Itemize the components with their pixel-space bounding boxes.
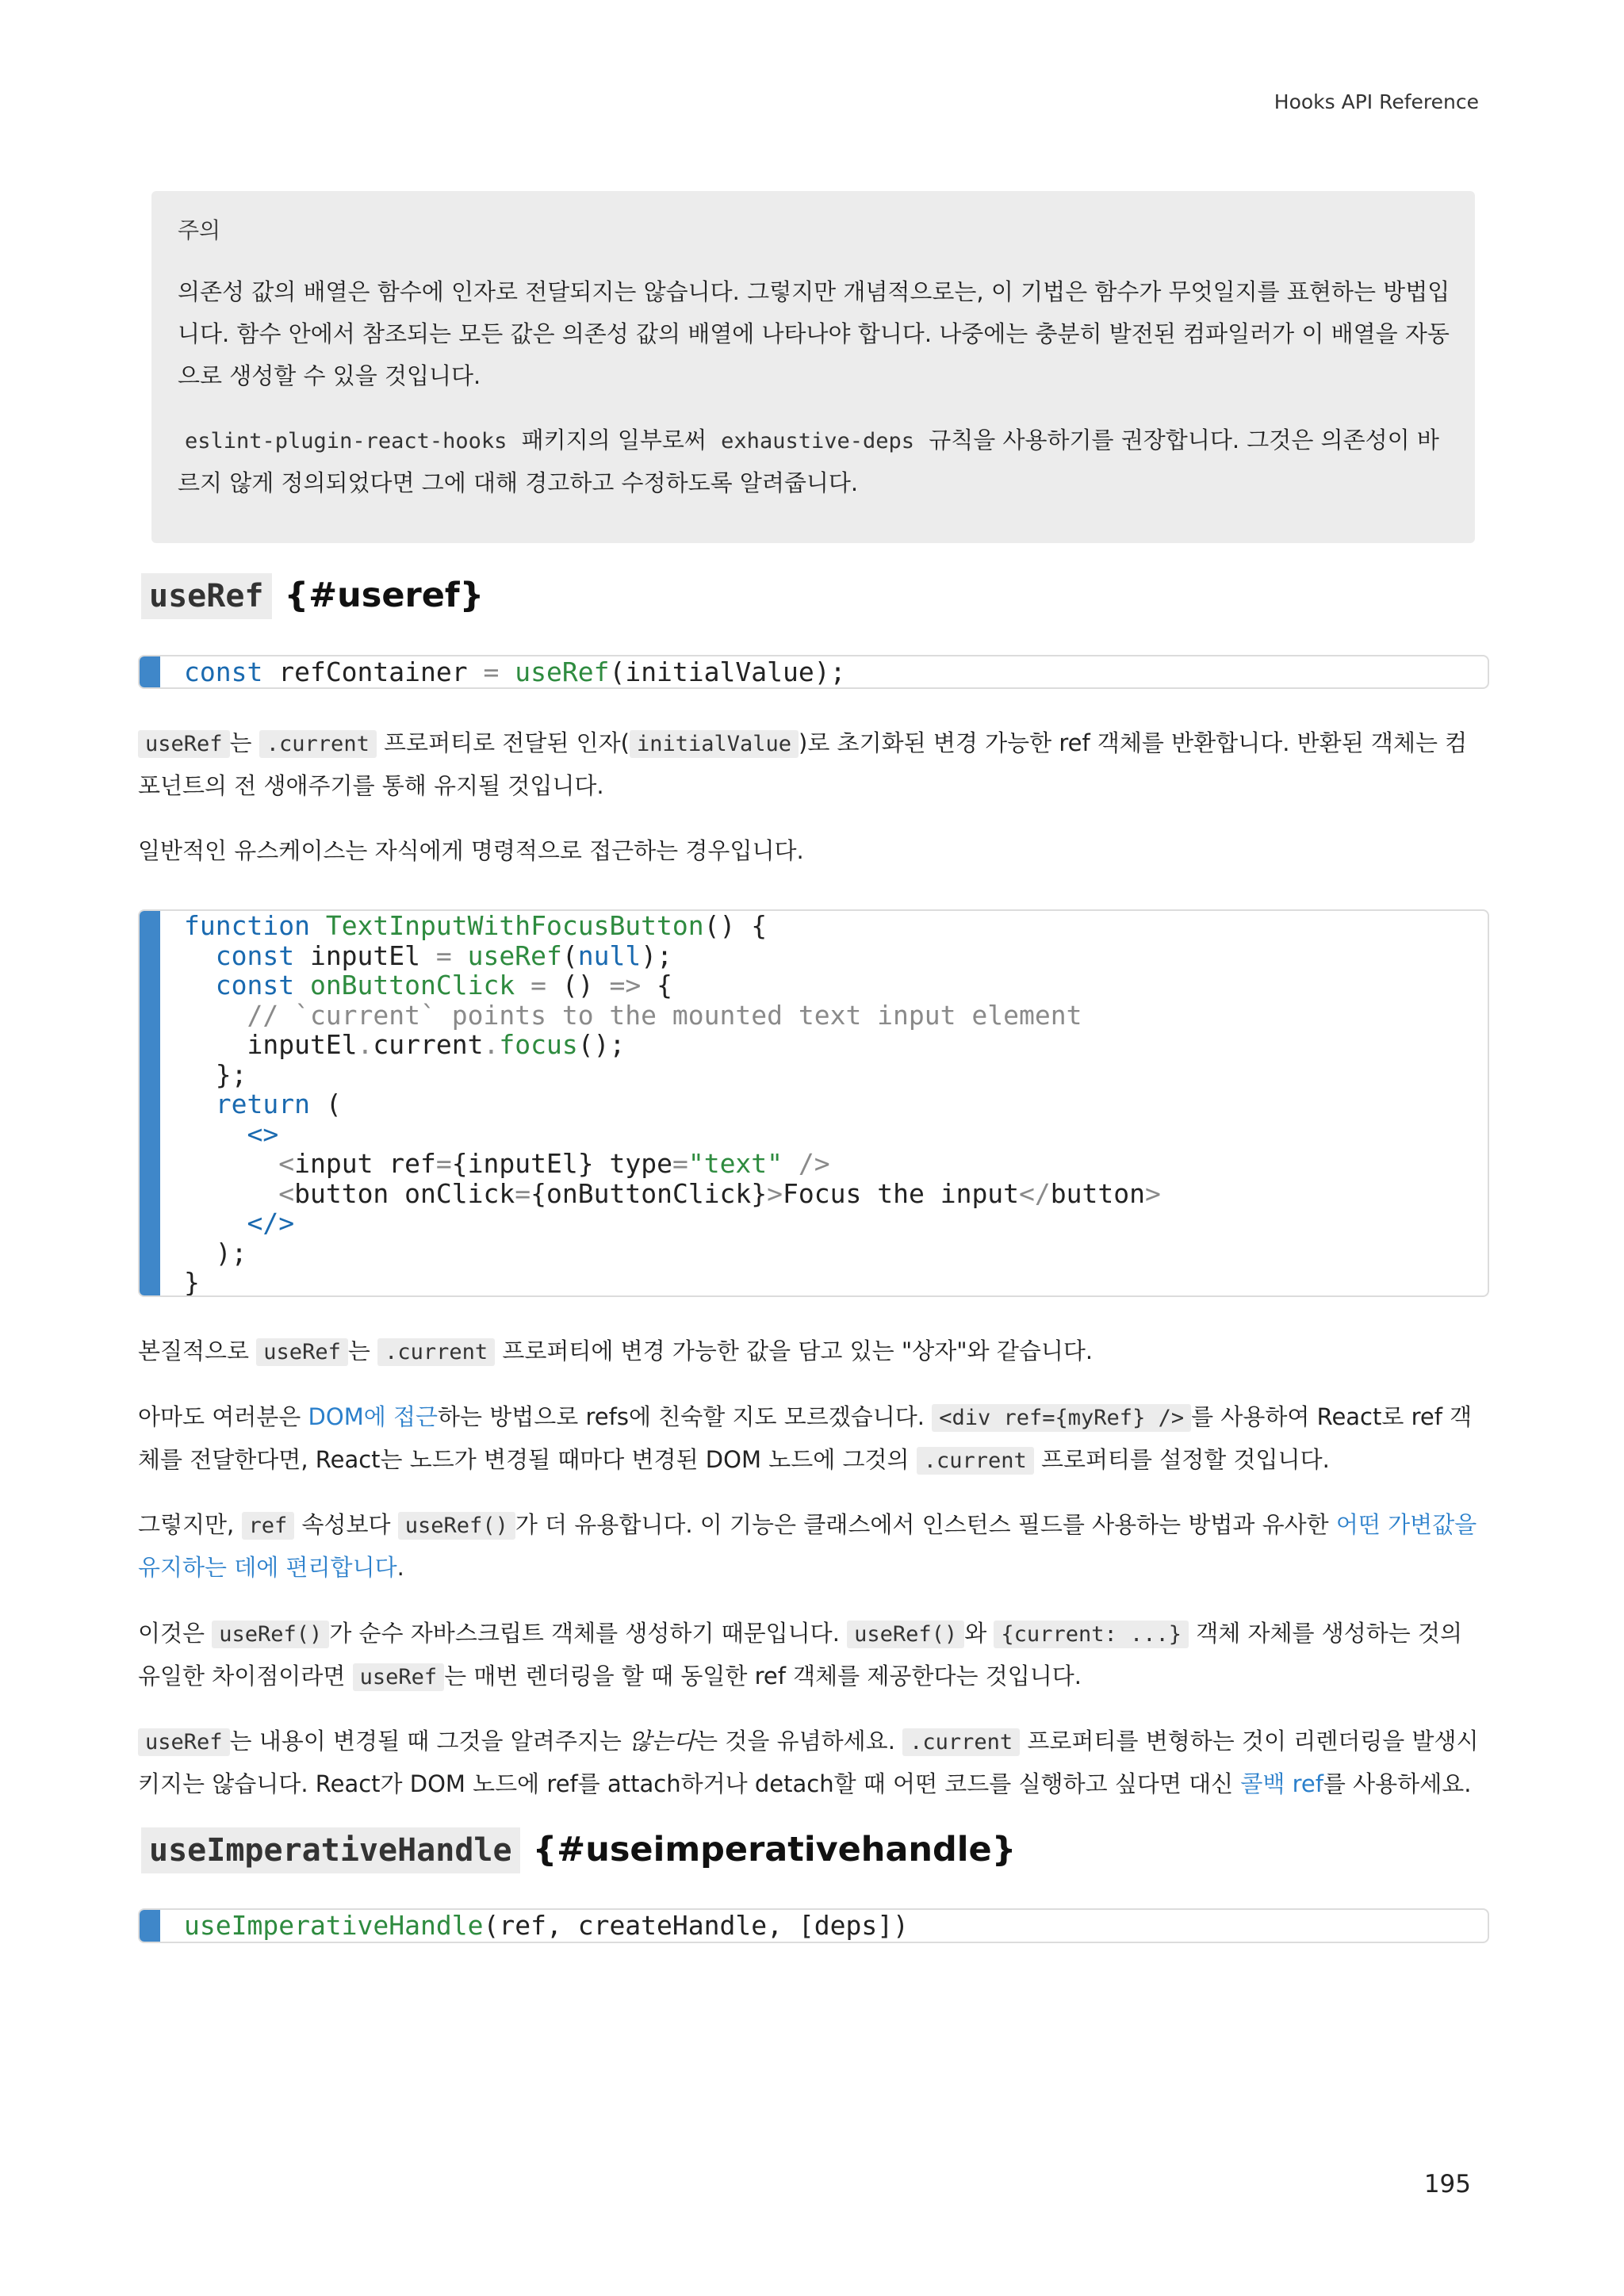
inline-code: useRef [256,1338,348,1366]
text-span: 는 것을 유념하세요. [695,1728,903,1755]
code-accent-bar [140,656,160,687]
identifier: refContainer [262,656,484,687]
code-accent-bar [140,911,160,1295]
operator: </ [1019,1177,1051,1209]
punctuation: ( [309,1089,342,1119]
note-title: 주의 [178,217,221,243]
punctuation: ); [641,939,672,971]
identifier: inputEl [294,939,436,971]
operator: = [483,656,500,687]
jsx-attr: ref [373,1148,436,1179]
inline-code: useRef() [398,1512,515,1540]
paragraph-dom-refs [138,1396,1489,1482]
text-span: 아마도 여러분은 [138,1403,308,1430]
text-span: 하는 방법으로 refs에 친숙할 지도 모르겠습니다. [438,1403,933,1430]
function-name: useRef [451,939,562,971]
punctuation: }; [184,1058,247,1090]
running-header: Hooks API Reference [1274,90,1479,113]
code-accent-bar [140,1910,160,1942]
operator: < [278,1177,295,1209]
function-name: TextInputWithFocusButton [309,910,704,941]
function-name: focus [499,1029,578,1060]
punctuation: { [641,970,672,1001]
identifier: inputEl [184,1029,358,1060]
link-callback-ref[interactable]: 콜백 ref [1240,1770,1323,1797]
literal: null [577,939,642,971]
indent [184,1178,278,1209]
keyword: const [184,656,263,687]
text-span: 와 [964,1620,994,1647]
heading-anchor: {#useref} [284,576,485,615]
text-span: 프로퍼티로 전달된 인자( [376,729,630,756]
punctuation: (); [577,1029,626,1060]
operator: . [357,1029,373,1060]
text-span: 는 매번 렌더링을 할 때 동일한 ref 객체를 제공한다는 것입니다. [444,1663,1082,1689]
function-name: useRef [499,656,610,687]
inline-code: useRef [138,730,230,758]
inline-code: .current [377,1338,495,1366]
code-block-text-input-example [138,909,1489,1297]
identifier: current [373,1029,484,1060]
punctuation: ( [561,939,578,971]
punctuation: () [546,970,610,1001]
heading-anchor: {#useimperativehandle} [532,1830,1017,1869]
emphasis: 않는다 [629,1728,696,1755]
keyword: const [184,970,295,1001]
operator: = [435,1148,452,1179]
paragraph-useful-ref [138,1504,1489,1589]
paragraph-use-case: 일반적인 유스케이스는 자식에게 명령적으로 접근하는 경우입니다. [138,837,804,864]
paragraph-box-analogy [138,1330,1489,1373]
link-mutable-value[interactable]: 어떤 가변값을 유지하는 데에 편리합니다 [138,1511,1477,1581]
operator: > [767,1177,783,1209]
jsx-value: {onButtonClick} [530,1177,768,1209]
code-comment: // `current` points to the mounted text input element [184,999,1082,1031]
keyword: function [184,910,310,941]
operator: = [530,970,546,1001]
note-paragraph-2 [178,419,1450,504]
text-span: 는 [347,1337,378,1364]
arguments: (initialValue); [609,656,846,687]
jsx-tag: button [1050,1177,1146,1209]
inline-code: .current [917,1447,1034,1475]
inline-code: {current: ...} [994,1621,1189,1648]
text-span: 는 내용이 변경될 때 그것을 알려주지는 [229,1728,630,1755]
text-span: 가 더 유용합니다. 이 기능은 클래스에서 인스턴스 필드를 사용하는 방법과 유사한 [515,1511,1336,1538]
operator: = [435,939,452,971]
inline-code: useRef [138,1728,230,1756]
page-number: 195 [1423,2170,1471,2198]
section-heading-useref [141,576,484,615]
text-span: 객체 자체를 생성하는 것의 유일한 차이점이라면 [138,1620,1463,1689]
jsx-attr: type [593,1148,672,1179]
function-name: useImperativeHandle [184,1910,484,1941]
operator: . [483,1029,500,1060]
operator: = [672,1148,688,1179]
text-span: 프로퍼티에 변경 가능한 값을 담고 있는 "상자"와 같습니다. [495,1337,1094,1364]
inline-code: useRef() [847,1621,964,1648]
text-span: 는 [229,729,259,756]
caution-note [151,191,1475,543]
function-name: onButtonClick [294,970,531,1001]
inline-code: exhaustive-deps [721,429,915,453]
inline-code: useRef() [212,1621,329,1648]
jsx-tag: button [294,1177,389,1209]
text-span: 가 순수 자바스크립트 객체를 생성하기 때문입니다. [329,1620,848,1647]
paragraph-no-notify [138,1720,1489,1805]
code-line [184,656,845,688]
text-span: 를 사용하여 React로 ref 객체를 전달한다면, React는 노드가 변경될 때마다 변경된 DOM 노드에 그것의 [138,1403,1473,1473]
section-heading-useimperativehandle [141,1830,1016,1869]
arguments: (ref, createHandle, [deps]) [483,1910,909,1941]
text-span: 속성보다 [294,1511,398,1538]
text-span: 프로퍼티를 변형하는 것이 리렌더링을 발생시키지는 않습니다. React가 DOM 노드에 ref를 attach하거나 detach할 때 어떤 코드를 실행하고 싶다면 대신 [138,1728,1479,1797]
link-dom-access[interactable]: DOM에 접근 [308,1403,438,1430]
text-span: 규칙을 사용하기를 권장합니다. 그것은 의존성이 바르지 않게 정의되었다면 그에 대해 경고하고 수정하도록 알려줍니다. [178,427,1439,496]
inline-code: <div ref={myRef} /> [932,1404,1191,1432]
text-span: )로 초기화된 변경 가능한 ref 객체를 반환합니다. 반환된 객체는 컴포넌트의 전 생애주기를 통해 유지될 것입니다. [138,729,1468,799]
paragraph-useref-description [138,722,1489,807]
jsx-attr: onClick [389,1177,515,1209]
inline-code: initialValue [630,730,799,758]
jsx-tag: input [294,1148,373,1179]
text-span: 본질적으로 [138,1337,257,1364]
inline-code: .current [902,1728,1020,1756]
operator: = [515,1177,531,1209]
text-span: 이것은 [138,1620,213,1647]
code-block-useref-signature [138,655,1489,689]
punctuation: ); [184,1237,247,1269]
text-span: 프로퍼티를 설정할 것입니다. [1033,1446,1330,1473]
jsx-fragment-close: </> [184,1207,295,1238]
inline-code: ref [242,1512,295,1540]
text-span: 를 사용하세요. [1323,1770,1472,1797]
inline-code: useRef [353,1663,445,1691]
text-span: . [396,1554,404,1581]
code-block-useimperativehandle-signature [138,1908,1489,1943]
punctuation: () { [703,910,768,941]
jsx-text: Focus the input [783,1177,1020,1209]
heading-code: useImperativeHandle [141,1827,520,1873]
text-span: 패키지의 일부로써 [514,427,714,453]
operator: < [278,1148,295,1179]
operator: > [1145,1177,1161,1209]
text-span: 그렇지만, [138,1511,242,1538]
code-line [184,1910,909,1942]
jsx-value: {inputEl} [451,1148,594,1179]
operator: => [609,970,642,1001]
jsx-fragment-open: <> [184,1118,279,1150]
code-content [184,911,1161,1297]
heading-code: useRef [141,573,272,619]
keyword: const [184,939,295,971]
inline-code: eslint-plugin-react-hooks [185,429,508,453]
keyword: return [184,1089,310,1119]
punctuation: } [184,1267,200,1297]
inline-code: .current [259,730,377,758]
paragraph-plain-object [138,1613,1489,1698]
indent [184,1148,278,1179]
operator: /> [783,1148,830,1179]
string-literal: "text" [688,1148,783,1179]
note-paragraph-1: 의존성 값의 배열은 함수에 인자로 전달되지는 않습니다. 그렇지만 개념적으로는, 이 기법은 함수가 무엇일지를 표현하는 방법입니다. 함수 안에서 참조되는 모든 값은 의존성 값의 배열에 나타나야 합니다. 나중에는 충분히 발전된 컴파일러가 이 배열을 자동으로 생성할 수 있을 것입니다. [178,278,1450,389]
